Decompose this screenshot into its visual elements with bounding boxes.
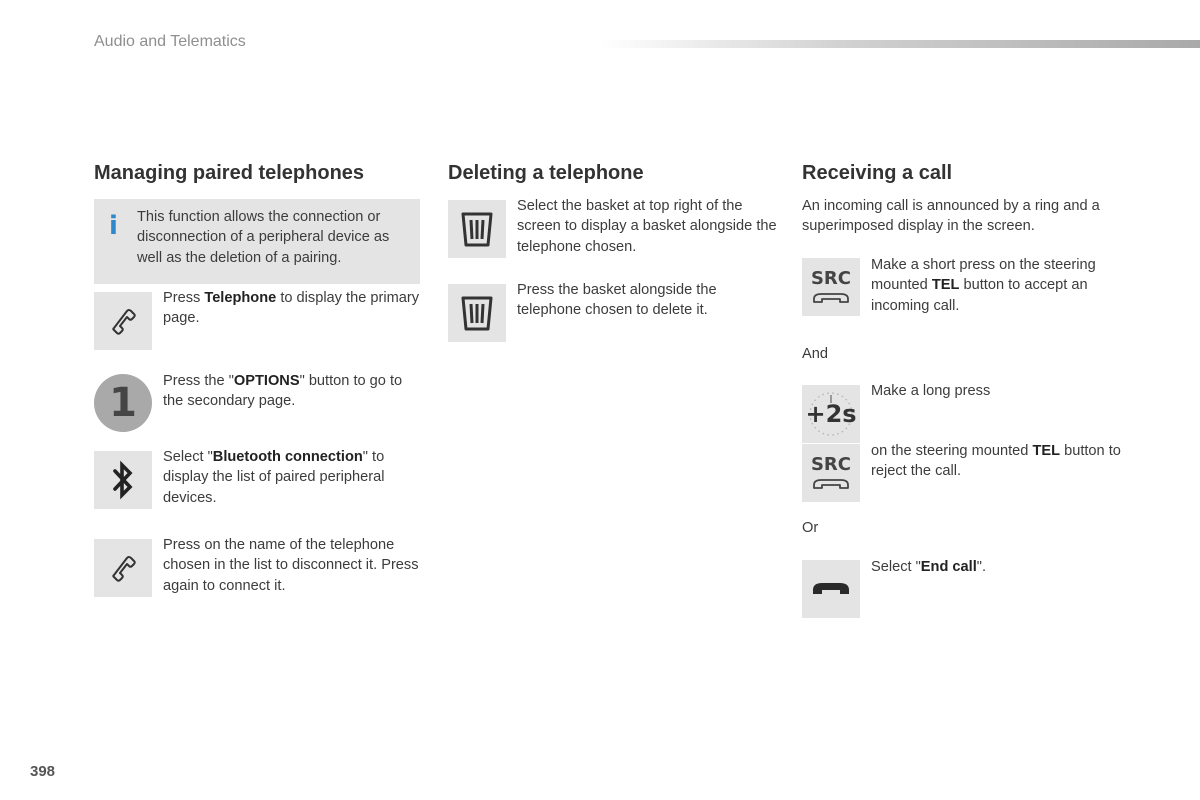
trash-basket-icon xyxy=(448,284,506,342)
info-icon: i xyxy=(109,211,118,241)
section-title: Deleting a telephone xyxy=(448,162,644,184)
step-text: Select "End call". xyxy=(871,559,987,575)
header-decorative-bar xyxy=(600,40,1200,48)
step-text: Make a long press xyxy=(871,383,991,399)
header-title: Audio and Telematics xyxy=(94,33,246,50)
step-text: Select the basket at top right of the screen to display a basket alongside the telephone chosen. xyxy=(517,198,777,255)
info-text: This function allows the connection or disconnection of a peripheral device as well as the deletion of a pairing. xyxy=(137,209,390,266)
info-box xyxy=(94,199,420,284)
step-text: Press on the name of the telephone chosen in the list to disconnect it. Press again to connect it. xyxy=(163,537,419,594)
step-text: Make a short press on the steering mounted TEL button to accept an incoming call. xyxy=(871,257,1096,314)
bluetooth-icon xyxy=(94,451,152,509)
phone-handset-icon xyxy=(94,539,152,597)
page-number: 398 xyxy=(30,763,56,780)
src-label: SRC xyxy=(810,453,852,475)
step-text: on the steering mounted TEL button to reject the call. xyxy=(871,443,1121,480)
src-tel-button-icon xyxy=(802,258,860,316)
src-label: SRC xyxy=(810,267,852,289)
section-title: Managing paired telephones xyxy=(94,162,365,184)
section-title: Receiving a call xyxy=(802,162,953,184)
src-tel-button-icon xyxy=(802,444,860,502)
long-press-label: +2s xyxy=(805,400,857,428)
long-press-2s-icon xyxy=(802,385,860,443)
number-1-icon: 1 xyxy=(94,374,152,432)
trash-basket-icon xyxy=(448,200,506,258)
phone-handset-icon xyxy=(94,292,152,350)
end-call-icon xyxy=(802,560,860,618)
and-text: And xyxy=(802,346,828,362)
step-text: Press the "OPTIONS" button to go to the secondary page. xyxy=(163,373,403,410)
or-text: Or xyxy=(802,520,819,536)
step-text: Press Telephone to display the primary page. xyxy=(163,290,420,327)
step-text: Select "Bluetooth connection" to display the list of paired peripheral devices. xyxy=(163,449,385,506)
step-text: Press the basket alongside the telephone chosen to delete it. xyxy=(517,282,717,319)
intro-text: An incoming call is announced by a ring and a superimposed display in the screen. xyxy=(802,198,1100,235)
